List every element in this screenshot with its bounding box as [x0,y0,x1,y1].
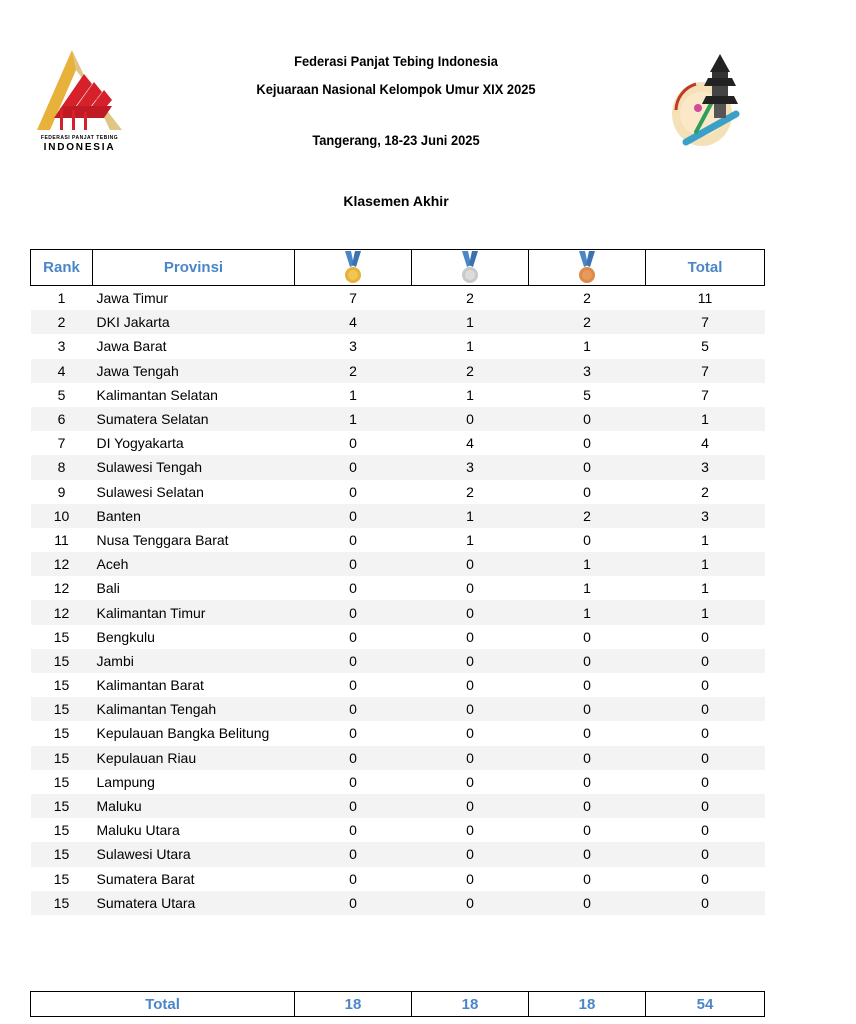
row-rank: 8 [31,455,93,479]
row-total: 4 [701,435,709,452]
row-silver: 0 [412,600,529,624]
row-bronze: 0 [529,697,646,721]
row-silver: 1 [412,310,529,334]
row-province: Kepulauan Bangka Belitung [96,725,270,742]
row-gold: 0 [349,677,357,694]
totals-gold: 18 [295,992,412,1017]
row-gold: 4 [295,310,412,334]
row-silver: 0 [412,746,529,770]
totals-label: Total [31,992,295,1017]
row-rank: 15 [31,649,93,673]
row-gold: 0 [349,870,357,887]
row-total: 11 [697,290,713,307]
row-silver: 0 [412,891,529,915]
row-rank: 15 [53,628,70,645]
row-rank: 15 [31,697,93,721]
row-gold: 0 [349,531,357,548]
org-name: Federasi Panjat Tebing Indonesia [294,53,498,69]
row-bronze: 2 [529,504,646,528]
column-header-rank: Rank [31,250,93,286]
row-total: 1 [646,600,765,624]
page-subtitle: Klasemen Akhir [343,193,449,209]
row-silver: 0 [466,773,474,790]
row-gold: 3 [349,338,357,355]
row-province: Banten [93,504,295,528]
row-bronze: 0 [529,891,646,915]
row-total: 7 [701,386,709,403]
table-row [31,504,765,528]
bronze-medal-icon [577,251,597,285]
row-province: Sulawesi Selatan [96,483,204,500]
row-gold: 1 [349,386,357,403]
row-bronze: 0 [529,746,646,770]
row-silver: 2 [466,290,474,307]
row-total: 0 [646,697,765,721]
column-header-total: Total [646,250,765,286]
row-silver: 0 [412,552,529,576]
row-province: Sulawesi Utara [93,842,295,866]
row-silver: 0 [466,870,474,887]
row-province: Sumatera Barat [96,870,195,887]
row-bronze: 0 [529,649,646,673]
table-row [31,528,765,552]
row-bronze: 2 [529,310,646,334]
table-row [31,891,765,915]
row-total: 3 [646,455,765,479]
row-bronze: 1 [583,580,591,597]
row-province: Sumatera Selatan [93,407,295,431]
row-bronze: 2 [583,290,591,307]
row-rank: 1 [57,290,66,307]
row-gold: 0 [349,580,357,597]
row-gold: 0 [295,504,412,528]
table-row [31,480,765,504]
row-bronze: 3 [529,359,646,383]
row-silver: 1 [466,531,474,548]
row-province: Kalimantan Tengah [93,697,295,721]
row-silver: 0 [466,628,474,645]
totals-silver: 18 [412,992,529,1017]
row-province: Kepulauan Riau [93,746,295,770]
totals-bronze: 18 [529,992,646,1017]
totals-row [31,992,765,1017]
row-silver: 4 [466,435,474,452]
row-province: Nusa Tenggara Barat [96,531,229,548]
row-bronze: 1 [529,552,646,576]
column-header-silver [412,250,529,286]
row-total: 7 [646,359,765,383]
row-rank: 11 [54,531,69,548]
table-row [31,600,765,624]
row-silver: 0 [466,725,474,742]
row-gold: 1 [295,407,412,431]
row-province: DI Yogyakarta [96,435,184,452]
row-province: Aceh [93,552,295,576]
table-row [31,746,765,770]
row-province: Kalimantan Timur [93,600,295,624]
table-row [31,649,765,673]
fpti-emblem-icon [32,48,127,136]
row-rank: 12 [31,600,93,624]
row-bronze: 0 [583,483,591,500]
row-gold: 0 [295,794,412,818]
table-row [31,818,765,842]
row-silver: 0 [412,407,529,431]
row-province: Maluku [93,794,295,818]
row-rank: 2 [31,310,93,334]
row-rank: 10 [31,504,93,528]
row-silver: 2 [412,359,529,383]
table-row [31,310,765,334]
row-gold: 0 [349,483,357,500]
row-total: 0 [701,822,709,839]
row-gold: 0 [295,649,412,673]
row-silver: 0 [466,677,474,694]
kejurnas-emblem-icon [666,52,746,152]
table-row [31,286,765,311]
row-province: Kalimantan Barat [96,677,204,694]
row-total: 7 [646,310,765,334]
row-rank: 15 [31,794,93,818]
row-rank: 15 [31,842,93,866]
row-total: 0 [701,773,709,790]
logo-text-big: INDONESIA [43,142,116,153]
row-gold: 0 [349,435,357,452]
row-province: Jawa Barat [96,338,167,355]
row-province: Kalimantan Selatan [96,386,218,403]
row-rank: 9 [57,483,66,500]
row-gold: 0 [295,600,412,624]
row-bronze: 0 [583,822,591,839]
row-silver: 0 [412,649,529,673]
silver-medal-icon [460,251,480,285]
row-total: 0 [701,725,709,742]
table-row [31,334,765,358]
row-bronze: 0 [583,628,591,645]
table-row [31,359,765,383]
table-row [31,407,765,431]
row-silver: 0 [412,697,529,721]
row-total: 1 [701,580,709,597]
row-gold: 2 [295,359,412,383]
row-rank: 15 [31,746,93,770]
totals-table [30,991,765,1017]
row-total: 0 [646,746,765,770]
row-silver: 0 [466,580,474,597]
row-bronze: 1 [529,600,646,624]
table-row [31,431,765,455]
row-province: Lampung [96,773,155,790]
row-gold: 0 [295,891,412,915]
column-header-gold [295,250,412,286]
row-total: 1 [701,531,709,548]
fpti-logo [32,48,127,153]
row-province: Sumatera Utara [93,891,295,915]
row-bronze: 0 [529,842,646,866]
row-silver: 3 [412,455,529,479]
table-row [31,455,765,479]
row-total: 0 [646,794,765,818]
row-total: 2 [701,483,709,500]
table-row [31,794,765,818]
row-bronze: 0 [583,677,591,694]
row-rank: 15 [53,870,70,887]
row-silver: 2 [466,483,474,500]
row-total: 3 [646,504,765,528]
row-rank: 15 [53,773,70,790]
row-rank: 4 [31,359,93,383]
logo-text-small: FEDERASI PANJAT TEBING [40,135,119,141]
row-province: Bengkulu [96,628,155,645]
row-bronze: 1 [583,338,591,355]
row-silver: 0 [466,822,474,839]
row-province: DKI Jakarta [93,310,295,334]
row-total: 0 [701,628,709,645]
table-header-row [31,250,765,286]
row-rank: 6 [31,407,93,431]
column-header-province: Provinsi [93,250,295,286]
row-bronze: 0 [529,794,646,818]
row-province: Jawa Tengah [93,359,295,383]
row-bronze: 0 [583,531,591,548]
row-bronze: 0 [529,407,646,431]
row-total: 0 [646,891,765,915]
table-row [31,697,765,721]
row-bronze: 0 [583,773,591,790]
table-row [31,576,765,600]
row-silver: 0 [412,842,529,866]
column-header-bronze [529,250,646,286]
totals-total: 54 [646,992,765,1017]
row-gold: 0 [295,552,412,576]
row-gold: 0 [349,773,357,790]
table-row [31,721,765,745]
table-row [31,842,765,866]
table-row [31,552,765,576]
row-rank: 3 [57,338,66,355]
table-row [31,625,765,649]
row-total: 1 [646,407,765,431]
row-total: 5 [701,338,709,355]
row-gold: 0 [295,455,412,479]
row-rank: 12 [31,552,93,576]
row-total: 0 [701,870,709,887]
table-row [31,383,765,407]
row-bronze: 0 [583,725,591,742]
standings-table [30,249,765,915]
row-rank: 5 [57,386,66,403]
row-total: 0 [646,649,765,673]
row-bronze: 0 [583,870,591,887]
table-row [31,867,765,891]
event-name: Kejuaraan Nasional Kelompok Umur XIX 2025 [256,81,536,97]
gold-medal-icon [343,251,363,285]
location-date: Tangerang, 18-23 Juni 2025 [312,132,480,148]
row-province: Maluku Utara [96,822,180,839]
row-gold: 0 [349,725,357,742]
row-gold: 0 [295,697,412,721]
row-total: 0 [646,842,765,866]
row-rank: 7 [57,435,66,452]
row-gold: 7 [349,290,357,307]
row-gold: 0 [295,746,412,770]
row-province: Jawa Timur [96,290,169,307]
row-bronze: 5 [583,386,591,403]
row-gold: 0 [295,842,412,866]
row-silver: 1 [466,386,474,403]
row-rank: 15 [53,822,70,839]
row-bronze: 0 [529,455,646,479]
row-total: 0 [701,677,709,694]
row-province: Sulawesi Tengah [93,455,295,479]
row-rank: 15 [31,891,93,915]
row-province: Bali [96,580,120,597]
row-gold: 0 [349,628,357,645]
row-silver: 1 [466,338,474,355]
table-row [31,673,765,697]
row-bronze: 0 [583,435,591,452]
row-total: 1 [646,552,765,576]
row-silver: 0 [412,794,529,818]
row-silver: 1 [412,504,529,528]
row-rank: 15 [53,725,70,742]
row-gold: 0 [349,822,357,839]
row-province: Jambi [93,649,295,673]
row-rank: 12 [53,580,70,597]
row-rank: 15 [53,677,70,694]
table-row [31,770,765,794]
